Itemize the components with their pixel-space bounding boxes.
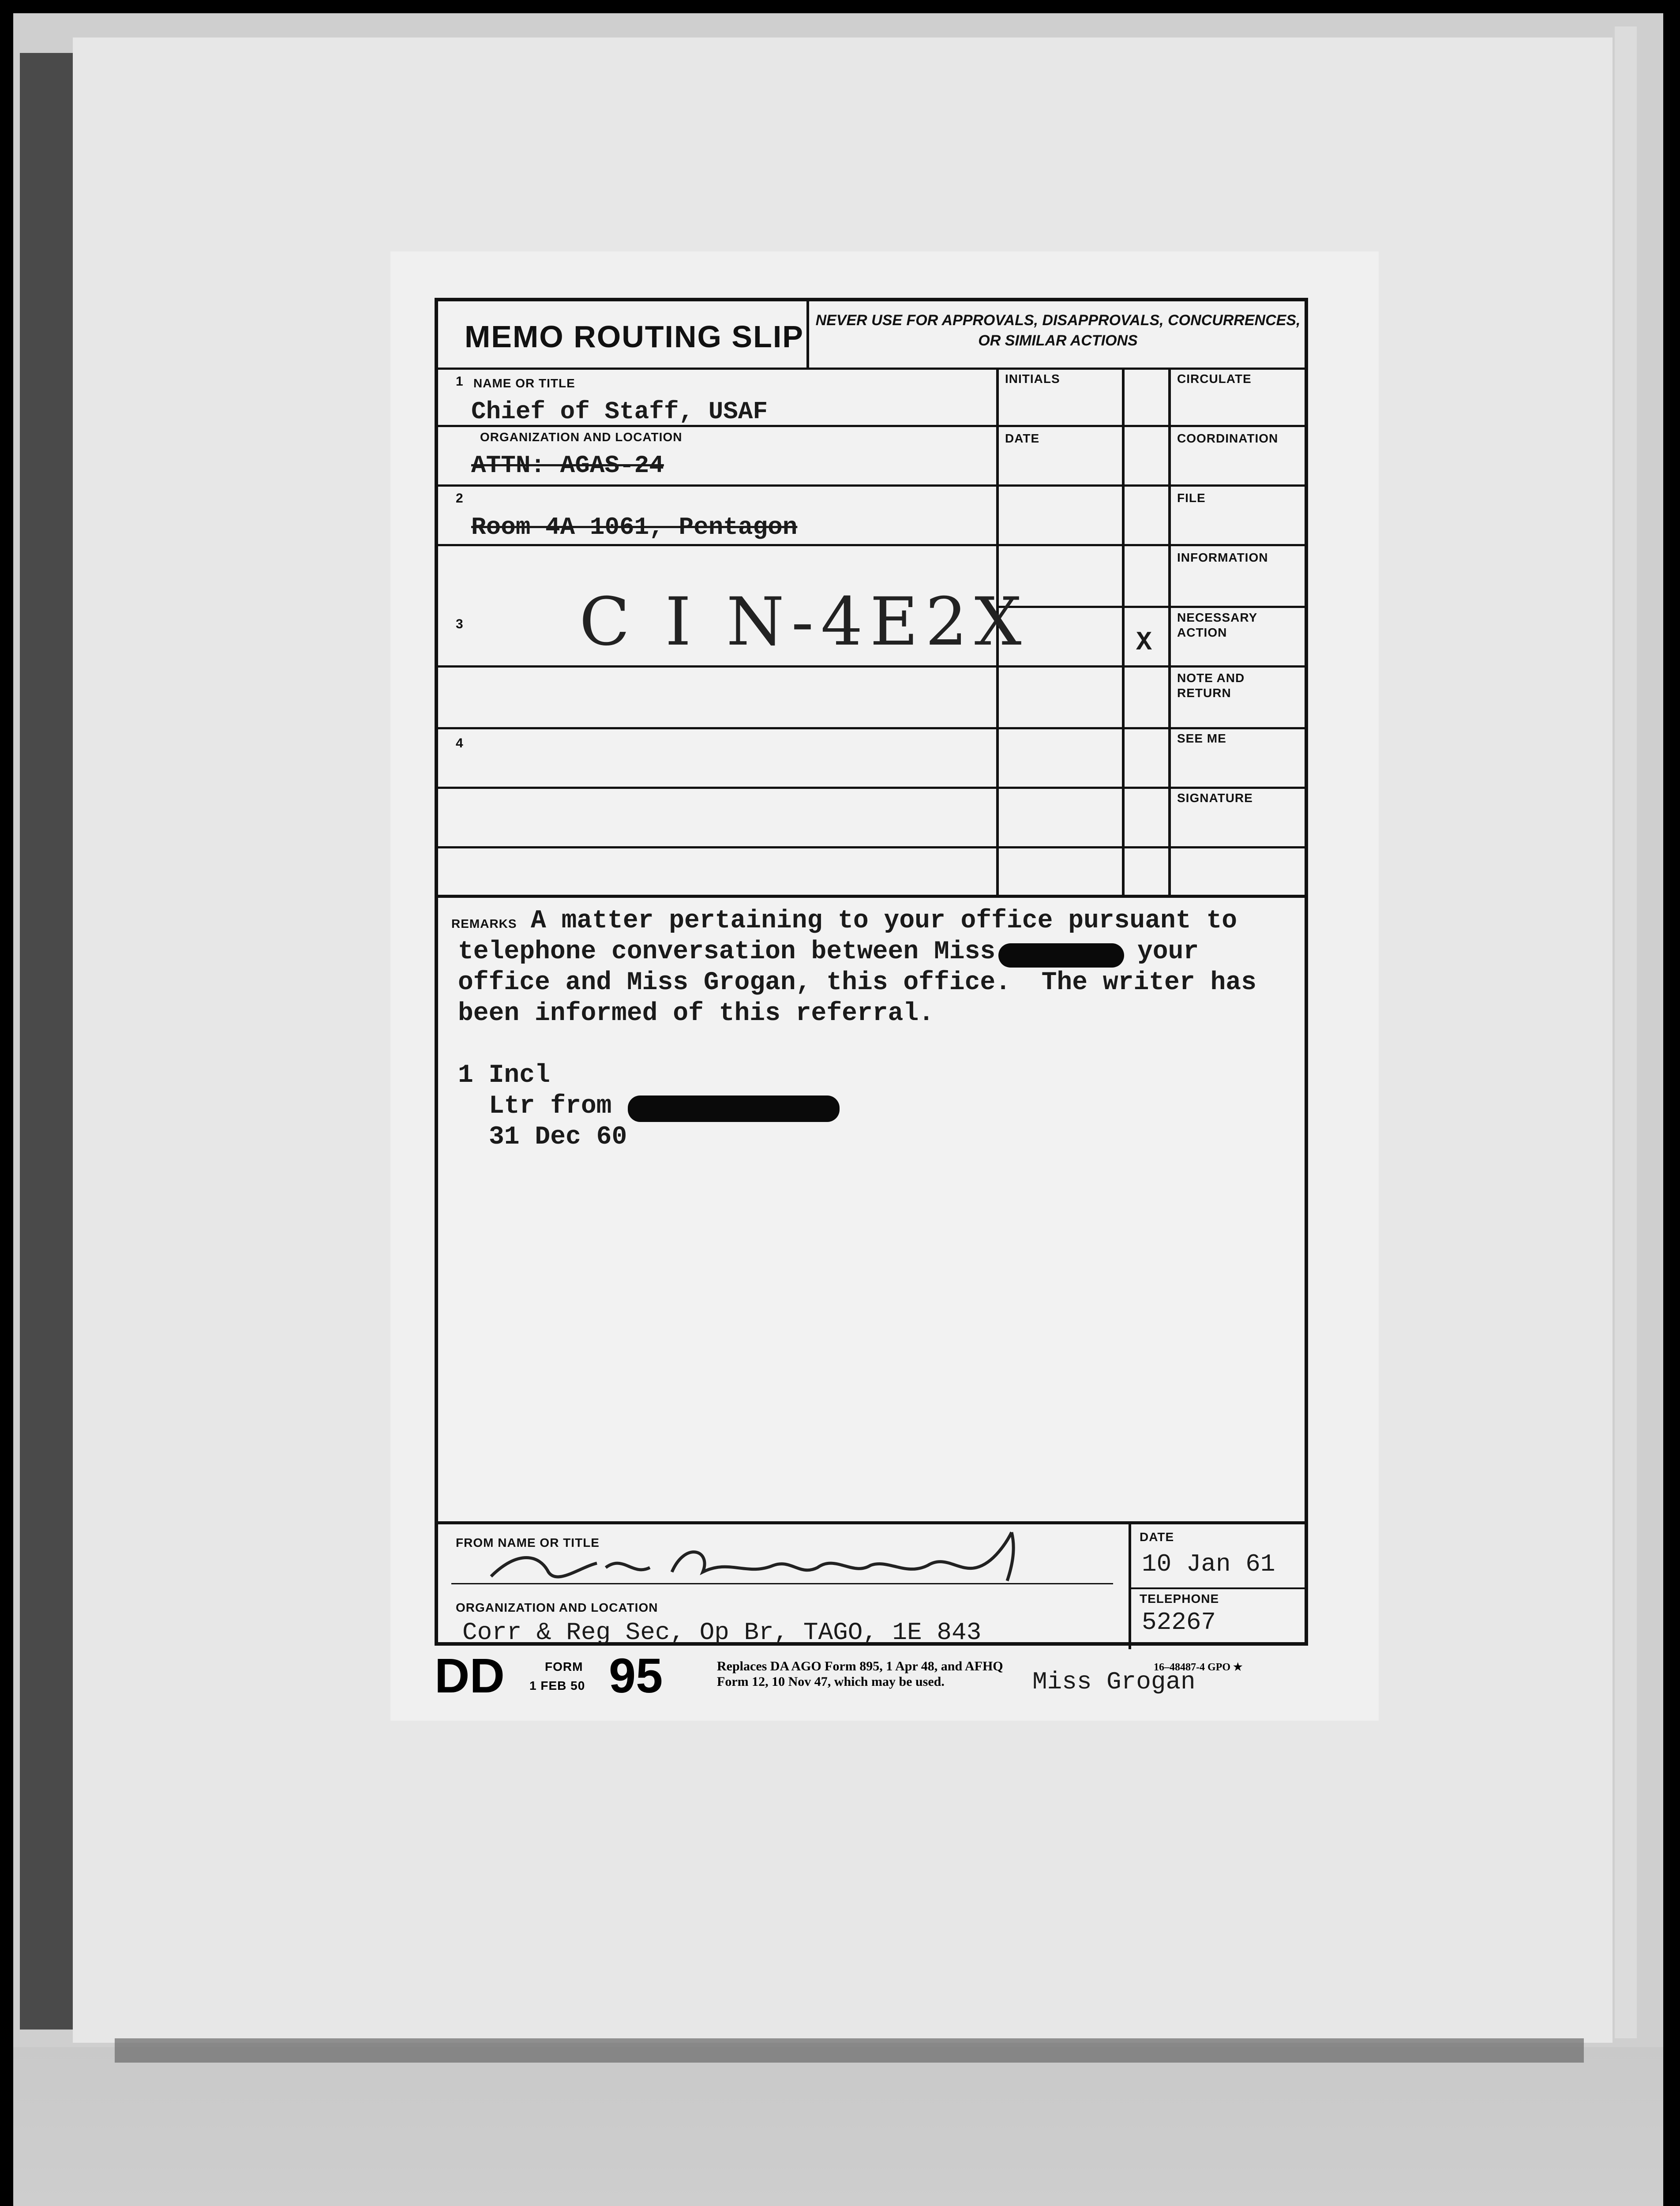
footer-replaces-note-2: Form 12, 10 Nov 47, which may be used. — [717, 1674, 945, 1689]
action-signature: SIGNATURE — [1177, 791, 1253, 805]
action-see-me: SEE ME — [1177, 732, 1226, 745]
organization-label: ORGANIZATION AND LOCATION — [480, 430, 682, 444]
recipient-org-struck: ATTN: AGAS-24 — [471, 451, 664, 480]
telephone-value: 52267 — [1142, 1608, 1216, 1636]
redaction-bar — [998, 943, 1124, 968]
memo-routing-slip-form — [435, 298, 1308, 1646]
initials-column-header: INITIALS — [1005, 372, 1060, 386]
from-date-label: DATE — [1140, 1530, 1174, 1544]
date-column-header: DATE — [1005, 431, 1040, 445]
enclosure-count: 1 Incl — [458, 1061, 550, 1090]
signature-scribble — [465, 1523, 1118, 1590]
necessary-action-check: X — [1136, 628, 1152, 658]
remarks-line-2: telephone conversation between Miss — [458, 938, 996, 966]
from-org-value: Corr & Reg Sec, Op Br, TAGO, 1E 843 — [462, 1618, 982, 1647]
action-note-and-return: NOTE AND RETURN — [1177, 671, 1245, 700]
right-edge-strip — [1615, 26, 1637, 2038]
action-information: INFORMATION — [1177, 551, 1268, 564]
row-3-number: 3 — [456, 617, 463, 631]
remarks-line-4: been informed of this referral. — [458, 999, 934, 1028]
page-bottom-shadow — [115, 2038, 1584, 2063]
enclosure-date: 31 Dec 60 — [489, 1123, 627, 1152]
from-name-label: FROM NAME OR TITLE — [456, 1536, 600, 1549]
name-or-title-label: NAME OR TITLE — [473, 376, 575, 390]
action-file: FILE — [1177, 491, 1206, 505]
form-dd-mark: DD — [435, 1649, 505, 1703]
footer-typed-name: Miss Grogan — [1032, 1668, 1196, 1696]
footer-form-date: 1 FEB 50 — [529, 1679, 585, 1692]
row-1-number: 1 — [456, 374, 463, 389]
row-2-room-struck: Room 4A 1061, Pentagon — [471, 513, 798, 541]
action-necessary-action: NECESSARY ACTION — [1177, 611, 1257, 639]
form-title: MEMO ROUTING SLIP — [465, 319, 804, 354]
footer-form-number: 95 — [609, 1649, 663, 1703]
remarks-line-2-end: your — [1137, 938, 1199, 966]
from-date-value: 10 Jan 61 — [1142, 1550, 1275, 1578]
remarks-label: REMARKS — [451, 917, 517, 930]
action-circulate: CIRCULATE — [1177, 372, 1252, 386]
row-3-handwritten-code: C I N-4E2X — [579, 584, 1029, 660]
telephone-label: TELEPHONE — [1140, 1592, 1219, 1606]
footer-replaces-note-1: Replaces DA AGO Form 895, 1 Apr 48, and AFHQ — [717, 1659, 1003, 1673]
form-warning: NEVER USE FOR APPROVALS, DISAPPROVALS, CONCURRENCES, OR SIMILAR ACTIONS — [815, 312, 1301, 349]
redaction-bar — [628, 1095, 840, 1122]
row-4-number: 4 — [456, 736, 463, 750]
enclosure-letter-from: Ltr from — [489, 1092, 612, 1121]
action-coordination: COORDINATION — [1177, 431, 1279, 445]
footer-print-code: 16–48487-4 GPO ★ — [1154, 1662, 1243, 1673]
recipient-name: Chief of Staff, USAF — [471, 398, 768, 426]
lower-scan-area — [13, 2047, 1663, 2206]
row-2-number: 2 — [456, 491, 463, 506]
remarks-line-1: A matter pertaining to your office pursuant to — [531, 907, 1238, 935]
remarks-line-3: office and Miss Grogan, this office. The writer has — [458, 968, 1256, 997]
from-org-label: ORGANIZATION AND LOCATION — [456, 1601, 658, 1614]
footer-form-label: FORM — [545, 1660, 583, 1673]
